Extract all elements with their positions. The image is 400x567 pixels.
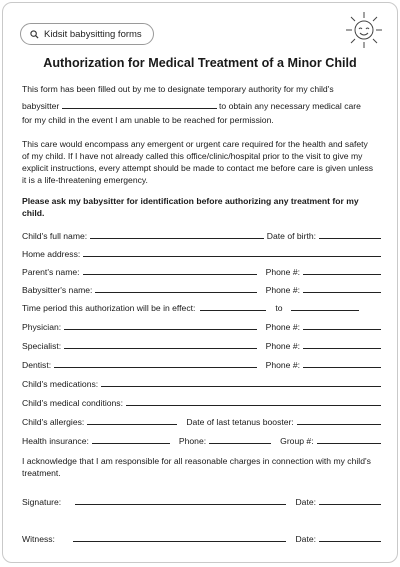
allergies-input[interactable] bbox=[87, 416, 177, 425]
intro-babysitter-label: babysitter bbox=[22, 101, 60, 111]
row-allergies bbox=[22, 415, 381, 427]
allergies-label: Child's allergies: bbox=[22, 417, 85, 427]
care-paragraph: This care would encompass any emergent or urgent care required for the health and safety of my child. If I have not already called this office/clinic/hospital prior to the visit to give my explicit instructions, every attempt should be made to contact me before care is given unless it is a life-threatening emergency. bbox=[22, 139, 374, 185]
parent-phone-input[interactable] bbox=[303, 266, 381, 275]
parent-name-input[interactable] bbox=[83, 266, 257, 275]
babysitter-name-input[interactable] bbox=[95, 284, 256, 293]
medical-conditions-label: Child's medical conditions: bbox=[22, 398, 123, 408]
specialist-phone-label: Phone #: bbox=[265, 341, 300, 351]
insurance-phone-label: Phone: bbox=[178, 436, 207, 446]
parent-phone-label: Phone #: bbox=[265, 267, 300, 277]
row-medications bbox=[22, 377, 381, 389]
babysitter-name-label: Babysitter's name: bbox=[22, 285, 93, 295]
search-pill-label: Kidsit babysitting forms bbox=[44, 28, 142, 40]
signature-input[interactable] bbox=[75, 496, 286, 505]
time-period-end-input[interactable] bbox=[291, 302, 359, 311]
witness-label: Witness: bbox=[22, 534, 55, 544]
witness-date-input[interactable] bbox=[319, 533, 381, 542]
form-page bbox=[2, 2, 398, 563]
dentist-phone-label: Phone #: bbox=[265, 360, 300, 370]
babysitter-blank[interactable] bbox=[62, 100, 217, 109]
child-name-input[interactable] bbox=[90, 230, 264, 239]
insurance-phone-input[interactable] bbox=[209, 435, 271, 444]
medications-label: Child's medications: bbox=[22, 379, 99, 389]
physician-phone-input[interactable] bbox=[303, 321, 381, 330]
home-address-input[interactable] bbox=[83, 248, 381, 257]
row-witness bbox=[22, 532, 381, 544]
form-title: Authorization for Medical Treatment of a Minor Child bbox=[43, 56, 357, 70]
signature-date-input[interactable] bbox=[319, 496, 381, 505]
specialist-input[interactable] bbox=[64, 340, 256, 349]
babysitter-phone-input[interactable] bbox=[303, 284, 381, 293]
group-input[interactable] bbox=[317, 435, 381, 444]
row-time-period bbox=[22, 301, 381, 313]
parent-name-label: Parent's name: bbox=[22, 267, 80, 277]
medical-conditions-input[interactable] bbox=[126, 397, 381, 406]
medications-input[interactable] bbox=[101, 378, 381, 387]
id-notice: Please ask my babysitter for identification before authorizing any treatment for my child. bbox=[22, 196, 359, 218]
search-pill[interactable] bbox=[20, 23, 154, 45]
intro-line-3: for my child in the event I am unable to be reached for permission. bbox=[22, 115, 274, 125]
intro-line-2-suffix: to obtain any necessary medical care bbox=[219, 101, 361, 111]
row-home-address bbox=[22, 247, 381, 259]
physician-label: Physician: bbox=[22, 322, 62, 332]
health-insurance-label: Health insurance: bbox=[22, 436, 89, 446]
specialist-phone-input[interactable] bbox=[303, 340, 381, 349]
physician-input[interactable] bbox=[64, 321, 256, 330]
signature-date-label: Date: bbox=[295, 497, 316, 507]
row-child-name bbox=[22, 229, 381, 241]
search-icon bbox=[30, 30, 39, 39]
dob-input[interactable] bbox=[319, 230, 381, 239]
time-period-start-input[interactable] bbox=[200, 302, 266, 311]
acknowledgement: I acknowledge that I am responsible for all reasonable charges in connection with my child's treatment. bbox=[22, 456, 371, 478]
row-dentist bbox=[22, 358, 381, 370]
group-label: Group #: bbox=[280, 436, 314, 446]
row-health-insurance bbox=[22, 434, 381, 446]
intro-line-1: This form has been filled out by me to designate temporary authority for my child's bbox=[22, 84, 334, 94]
dentist-phone-input[interactable] bbox=[303, 359, 381, 368]
signature-label: Signature: bbox=[22, 497, 62, 507]
intro-line-2 bbox=[22, 100, 372, 112]
tetanus-input[interactable] bbox=[297, 416, 381, 425]
row-physician bbox=[22, 320, 381, 332]
health-insurance-input[interactable] bbox=[92, 435, 170, 444]
sun-logo-icon bbox=[343, 10, 385, 50]
dob-label: Date of birth: bbox=[266, 231, 316, 241]
dentist-input[interactable] bbox=[54, 359, 256, 368]
babysitter-phone-label: Phone #: bbox=[265, 285, 300, 295]
dentist-label: Dentist: bbox=[22, 360, 52, 370]
row-medical-conditions bbox=[22, 396, 381, 408]
time-period-label: Time period this authorization will be in effect: bbox=[22, 303, 196, 313]
time-period-to-label: to bbox=[275, 303, 283, 313]
witness-date-label: Date: bbox=[295, 534, 316, 544]
row-parent-name bbox=[22, 265, 381, 277]
row-signature bbox=[22, 495, 381, 507]
witness-input[interactable] bbox=[73, 533, 287, 542]
row-specialist bbox=[22, 339, 381, 351]
physician-phone-label: Phone #: bbox=[265, 322, 300, 332]
specialist-label: Specialist: bbox=[22, 341, 62, 351]
home-address-label: Home address: bbox=[22, 249, 81, 259]
child-name-label: Child's full name: bbox=[22, 231, 88, 241]
tetanus-label: Date of last tetanus booster: bbox=[186, 417, 294, 427]
row-babysitter-name bbox=[22, 283, 381, 295]
